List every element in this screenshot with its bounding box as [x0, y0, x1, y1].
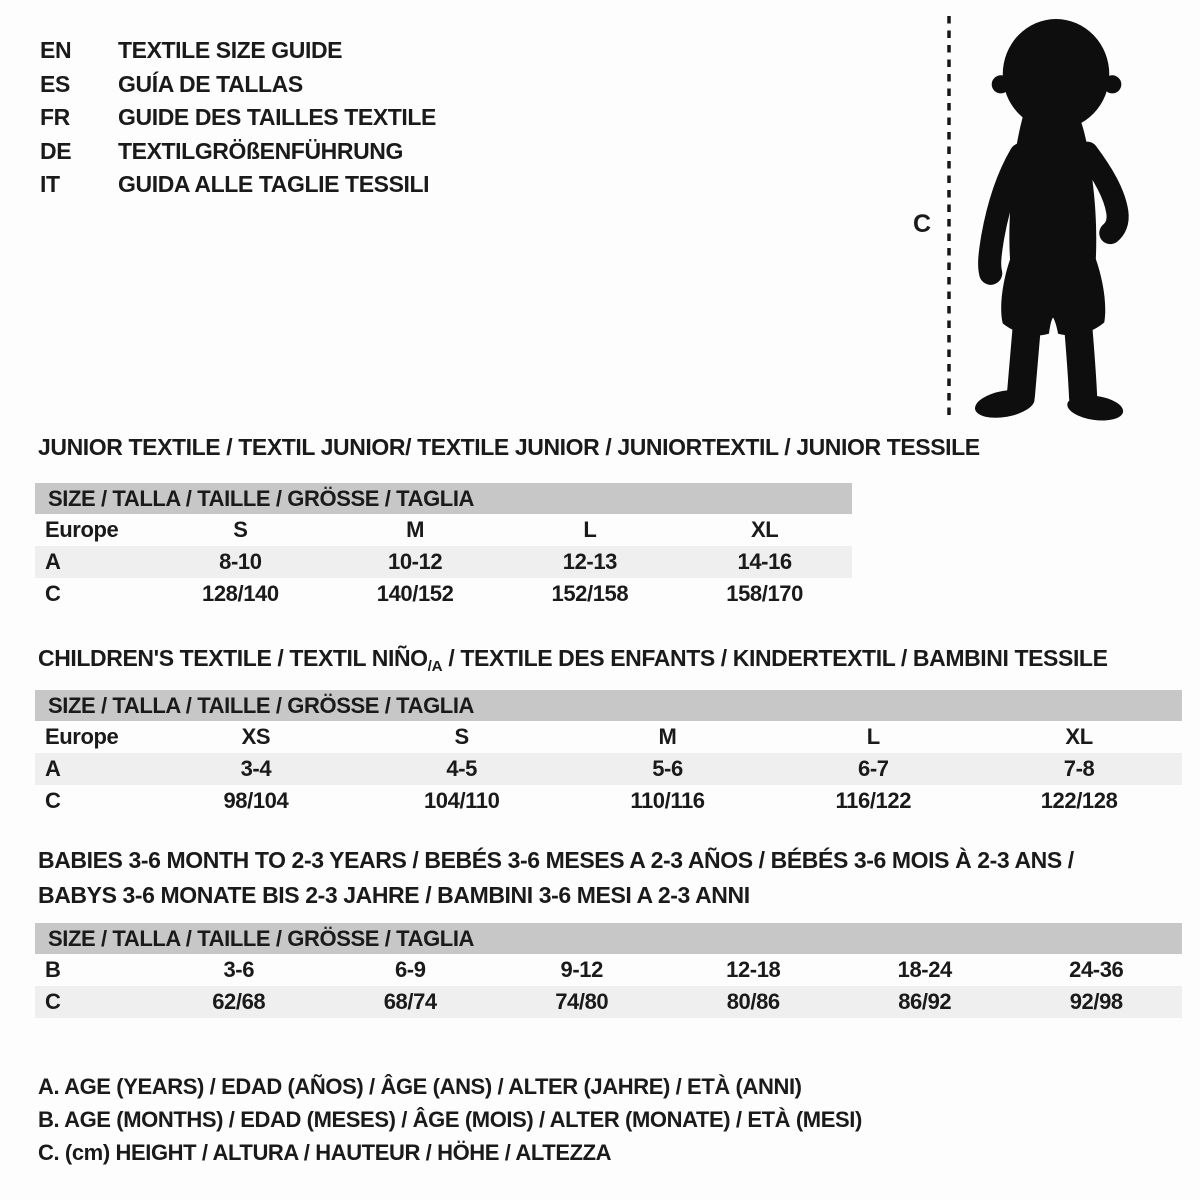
height-cell: 152/158 [551, 581, 629, 606]
babies-title-line1: BABIES 3-6 MONTH TO 2-3 YEARS / BEBÉS 3-6 MESES A 2-3 AÑOS / BÉBÉS 3-6 MOIS À 2-3 ANS / [38, 847, 1074, 873]
children-size-table [35, 690, 1182, 817]
height-dashed-line [945, 16, 953, 420]
height-cell: 92/98 [1069, 989, 1123, 1014]
height-cell: 104/110 [423, 788, 500, 813]
size-cell: L [583, 517, 597, 542]
measure-legend [38, 1070, 862, 1169]
toddler-silhouette-icon [962, 16, 1144, 422]
height-cell: 68/74 [383, 989, 437, 1014]
size-cell: S [454, 724, 469, 749]
children-section-title [38, 645, 1108, 675]
row-label: A [45, 549, 61, 574]
guide-title-de: TEXTILGRÖßENFÜHRUNG [118, 137, 403, 164]
size-cell: M [406, 517, 425, 542]
age-cell: 12-18 [726, 957, 781, 982]
size-cell: M [658, 724, 677, 749]
age-cell: 5-6 [652, 756, 683, 781]
row-label: C [45, 788, 61, 813]
age-cell: 24-36 [1069, 957, 1124, 982]
height-cell: 98/104 [223, 788, 289, 813]
age-cell: 9-12 [560, 957, 603, 982]
language-row-de [40, 135, 436, 169]
age-cell: 4-5 [446, 756, 477, 781]
babies-section-title [38, 843, 1074, 913]
children-title-prefix: CHILDREN'S TEXTILE / TEXTIL NIÑO [38, 645, 428, 671]
legend-age-years: A. AGE (YEARS) / EDAD (AÑOS) / ÂGE (ANS) / ALTER (JAHRE) / ETÀ (ANNI) [38, 1074, 802, 1099]
language-row-fr [40, 101, 436, 135]
language-row-it [40, 168, 436, 202]
height-cell: 86/92 [898, 989, 952, 1014]
height-cell: 80/86 [726, 989, 780, 1014]
age-cell: 6-7 [857, 756, 889, 781]
legend-age-months: B. AGE (MONTHS) / EDAD (MESES) / ÂGE (MOIS) / ALTER (MONATE) / ETÀ (MESI) [38, 1107, 862, 1132]
size-header-bar: SIZE / TALLA / TAILLE / GRÖSSE / TAGLIA [35, 483, 852, 514]
language-code: IT [40, 171, 60, 198]
height-cell: 110/116 [630, 788, 705, 813]
height-measure-label: C [913, 210, 931, 238]
guide-title-es: GUÍA DE TALLAS [118, 70, 303, 97]
height-cell: 128/140 [202, 581, 279, 606]
guide-title-fr: GUIDE DES TAILLES TEXTILE [118, 104, 436, 131]
row-label: C [45, 989, 61, 1014]
guide-title-en: TEXTILE SIZE GUIDE [118, 37, 343, 64]
size-cell: L [866, 724, 880, 749]
junior-size-table [35, 483, 852, 610]
row-label: B [45, 957, 61, 982]
height-cell: 158/170 [726, 581, 803, 606]
height-cell: 116/122 [835, 788, 912, 813]
legend-height-cm: C. (cm) HEIGHT / ALTURA / HAUTEUR / HÖHE / ALTEZZA [38, 1140, 612, 1165]
height-cell: 74/80 [555, 989, 609, 1014]
size-cell: XL [750, 517, 779, 542]
babies-size-table [35, 923, 1182, 1018]
table-row-age-months [35, 954, 1182, 986]
table-row-age-years [35, 753, 1182, 785]
table-row-europe [35, 721, 1182, 753]
children-title-suffix: / TEXTILE DES ENFANTS / KINDERTEXTIL / BAMBINI TESSILE [442, 645, 1108, 671]
row-label: A [45, 756, 61, 781]
size-cell: XS [241, 724, 271, 749]
babies-title-line2: BABYS 3-6 MONATE BIS 2-3 JAHRE / BAMBINI 3-6 MESI A 2-3 ANNI [38, 882, 750, 908]
language-code: ES [40, 70, 70, 97]
age-cell: 14-16 [737, 549, 792, 574]
table-row-europe [35, 514, 852, 546]
junior-section-title: JUNIOR TEXTILE / TEXTIL JUNIOR/ TEXTILE JUNIOR / JUNIORTEXTIL / JUNIOR TESSILE [38, 434, 980, 460]
height-cell: 62/68 [212, 989, 266, 1014]
size-header-bar: SIZE / TALLA / TAILLE / GRÖSSE / TAGLIA [35, 690, 1182, 721]
table-row-height-cm [35, 785, 1182, 817]
row-label: Europe [45, 724, 119, 749]
row-label: Europe [45, 517, 119, 542]
age-cell: 8-10 [219, 549, 262, 574]
table-row-height-cm [35, 578, 852, 610]
language-row-en [40, 34, 436, 68]
row-label: C [45, 581, 61, 606]
size-header-bar: SIZE / TALLA / TAILLE / GRÖSSE / TAGLIA [35, 923, 1182, 954]
language-code: FR [40, 104, 70, 131]
age-cell: 10-12 [387, 549, 443, 574]
height-cell: 122/128 [1040, 788, 1118, 813]
children-title-sub: /A [427, 657, 443, 675]
height-cell: 140/152 [376, 581, 454, 606]
age-cell: 18-24 [897, 957, 952, 982]
age-cell: 3-4 [240, 756, 272, 781]
language-row-es [40, 68, 436, 102]
table-row-height-cm [35, 986, 1182, 1018]
table-row-age-years [35, 546, 852, 578]
size-cell: XL [1065, 724, 1093, 749]
language-code: DE [40, 137, 72, 164]
size-cell: S [233, 517, 248, 542]
age-cell: 6-9 [394, 957, 426, 982]
age-cell: 7-8 [1063, 756, 1095, 781]
age-cell: 3-6 [223, 957, 255, 982]
guide-title-it: GUIDA ALLE TAGLIE TESSILI [118, 171, 430, 198]
language-title-list [40, 34, 436, 202]
language-code: EN [40, 37, 72, 64]
age-cell: 12-13 [562, 549, 618, 574]
